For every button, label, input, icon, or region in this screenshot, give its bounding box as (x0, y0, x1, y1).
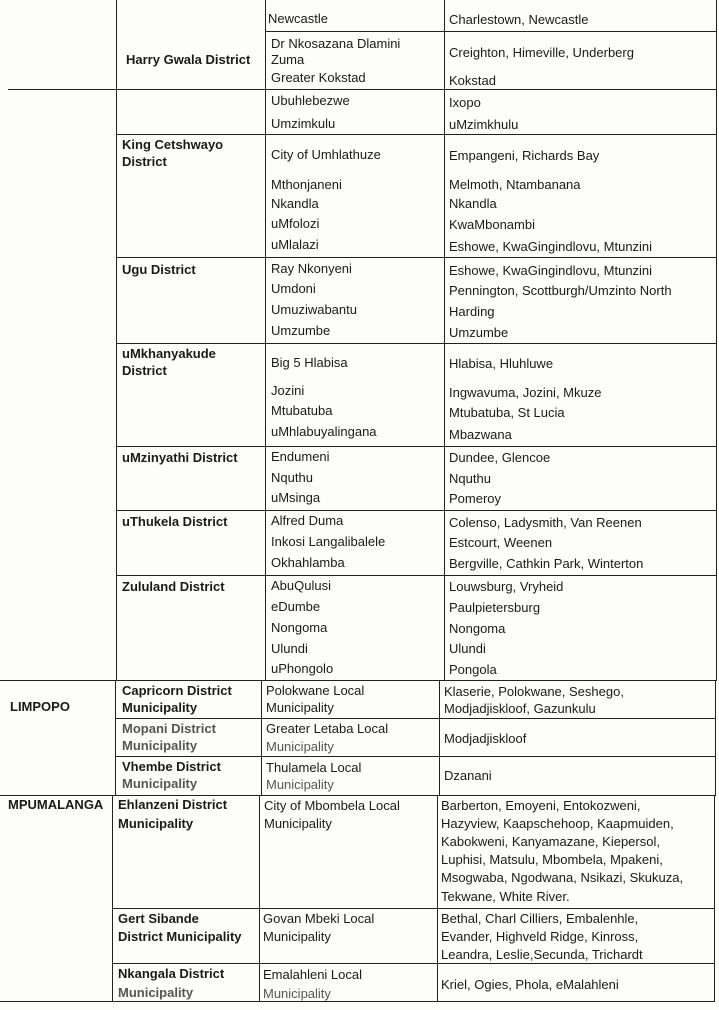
cell-text: Nkandla (271, 196, 319, 211)
cell-text: Bethal, Charl Cilliers, Embalenhle, (441, 911, 639, 926)
cell-text: Hlabisa, Hluhluwe (449, 356, 554, 371)
cell-text: Creighton, Himeville, Underberg (449, 45, 634, 60)
cell-text: Kriel, Ogies, Phola, eMalahleni (441, 977, 619, 992)
cell-text: Dr Nkosazana Dlamini (271, 36, 401, 51)
col-rule-2-lim (439, 680, 440, 795)
cell-text: uPhongolo (271, 661, 334, 676)
row-rule (265, 31, 717, 32)
cell-text: uMzimkhulu (449, 117, 519, 132)
row-rule (112, 908, 715, 909)
col-rule-1-mpu (259, 795, 260, 1001)
cell-text: uMkhanyakude (122, 346, 216, 361)
cell-text: Empangeni, Richards Bay (449, 148, 600, 163)
cell-text: Kokstad (449, 73, 496, 88)
cell-text: Ugu District (122, 262, 196, 277)
cell-text: Ulundi (449, 641, 486, 656)
row-rule-bottom (0, 1001, 715, 1002)
cell-text: Pongola (449, 662, 497, 677)
cell-text: Thulamela Local (266, 760, 362, 775)
row-rule-province (0, 680, 717, 681)
col-rule-right-mpu (714, 795, 715, 1001)
cell-text: Tekwane, White River. (441, 889, 570, 904)
row-rule (116, 134, 717, 135)
cell-text: Msogwaba, Ngodwana, Nsikazi, Skukuza, (441, 870, 684, 885)
row-rule (116, 575, 717, 576)
cell-text: Greater Letaba Local (266, 721, 389, 736)
cell-text: Municipality (266, 700, 334, 715)
cell-text: Bergville, Cathkin Park, Winterton (449, 556, 644, 571)
cell-text: Municipality (266, 777, 334, 792)
cell-text: Barberton, Emoyeni, Entokozweni, (441, 798, 641, 813)
cell-text: Vhembe District (122, 759, 221, 774)
cell-text: AbuQulusi (271, 578, 331, 593)
cell-text: uThukela District (122, 514, 228, 529)
cell-text: uMhlabuyalingana (271, 424, 377, 439)
cell-text: Harry Gwala District (126, 52, 251, 67)
col-rule-2-mpu (437, 795, 438, 1001)
cell-text: Mtubatuba (271, 403, 333, 418)
cell-text: Municipality (264, 816, 332, 831)
cell-text: Mbazwana (449, 427, 512, 442)
cell-text: King Cetshwayo (122, 137, 224, 152)
cell-text: Pennington, Scottburgh/Umzinto North (449, 283, 672, 298)
cell-text: Eshowe, KwaGingindlovu, Mtunzini (449, 239, 653, 254)
cell-text: District Municipality (118, 929, 242, 944)
cell-text: uMfolozi (271, 216, 320, 231)
cell-text: LIMPOPO (10, 699, 70, 714)
cell-text: Mthonjaneni (271, 177, 342, 192)
cell-text: Nongoma (271, 620, 328, 635)
cell-text: Jozini (271, 383, 305, 398)
cell-text: Eshowe, KwaGingindlovu, Mtunzini (449, 263, 653, 278)
cell-text: eDumbe (271, 599, 321, 614)
row-rule (115, 756, 716, 757)
cell-text: Ubuhlebezwe (271, 93, 350, 108)
cell-text: Nquthu (271, 470, 313, 485)
cell-text: Ulundi (271, 641, 308, 656)
cell-text: City of Mbombela Local (264, 798, 400, 813)
cell-text: Nkangala District (118, 966, 225, 981)
cell-text: Govan Mbeki Local (263, 911, 375, 926)
cell-text: Modjadjiskloof, Gazunkulu (444, 701, 596, 716)
cell-text: Colenso, Ladysmith, Van Reenen (449, 515, 642, 530)
cell-text: Municipality (118, 816, 194, 831)
cell-text: Melmoth, Ntambanana (449, 177, 581, 192)
cell-text: Nkandla (449, 196, 497, 211)
col-rule-1-lim (261, 680, 262, 795)
cell-text: Municipality (122, 738, 198, 753)
cell-text: Ray Nkonyeni (271, 261, 352, 276)
cell-text: Paulpietersburg (449, 600, 541, 615)
cell-text: Dundee, Glencoe (449, 450, 551, 465)
cell-text: Estcourt, Weenen (449, 535, 553, 550)
col-rule-right-lim (715, 680, 716, 795)
cell-text: Klaserie, Polokwane, Seshego, (444, 684, 624, 699)
cell-text: Inkosi Langalibalele (271, 534, 386, 549)
cell-text: Harding (449, 304, 495, 319)
cell-text: Umzumbe (271, 323, 331, 338)
cell-text: Louwsburg, Vryheid (449, 579, 564, 594)
col-rule-right (716, 0, 717, 680)
cell-text: Alfred Duma (271, 513, 344, 528)
row-rule (116, 343, 717, 344)
col-rule-1 (265, 0, 266, 680)
cell-text: Leandra, Leslie,Secunda, Trichardt (441, 947, 643, 962)
cell-text: Emalahleni Local (263, 967, 363, 982)
cell-text: Ehlanzeni District (118, 797, 228, 812)
cell-text: Nquthu (449, 471, 491, 486)
cell-text: Municipality (122, 776, 198, 791)
row-rule-province (0, 795, 716, 796)
row-rule (116, 89, 717, 90)
row-rule (112, 963, 715, 964)
cell-text: uMlalazi (271, 237, 319, 252)
col-rule-left-mpu (112, 795, 113, 1001)
cell-text: Umzimkulu (271, 116, 336, 131)
cell-text: Hazyview, Kaapschehoop, Kaapmuiden, (441, 816, 674, 831)
row-rule (115, 718, 716, 719)
row-rule (116, 510, 717, 511)
cell-text: Umdoni (271, 281, 316, 296)
cell-text: Zululand District (122, 579, 225, 594)
cell-text: Municipality (263, 986, 331, 1001)
row-rule-province (8, 89, 116, 90)
cell-text: Endumeni (271, 449, 330, 464)
cell-text: Evander, Highveld Ridge, Kinross, (441, 929, 639, 944)
cell-text: Mopani District (122, 721, 216, 736)
col-rule-left (116, 0, 117, 680)
cell-text: Big 5 Hlabisa (271, 355, 348, 370)
cell-text: Gert Sibande (118, 911, 199, 926)
cell-text: City of Umhlathuze (271, 147, 381, 162)
cell-text: Municipality (266, 739, 334, 754)
cell-text: uMzinyathi District (122, 450, 238, 465)
cell-text: Mtubatuba, St Lucia (449, 405, 565, 420)
cell-text: Okhahlamba (271, 555, 345, 570)
cell-text: Municipality (118, 985, 194, 1000)
row-rule (116, 446, 717, 447)
cell-text: Newcastle (268, 11, 328, 26)
cell-text: Municipality (263, 929, 331, 944)
cell-text: Dzanani (444, 768, 492, 783)
cell-text: Luphisi, Matsulu, Mbombela, Mpakeni, (441, 852, 663, 867)
cell-text: Pomeroy (449, 491, 502, 506)
cell-text: Umzumbe (449, 325, 509, 340)
cell-text: District (122, 154, 167, 169)
cell-text: District (122, 363, 167, 378)
cell-text: Kabokweni, Kanyamazane, Kiepersol, (441, 834, 660, 849)
cell-text: Ingwavuma, Jozini, Mkuze (449, 385, 602, 400)
cell-text: Modjadjiskloof (444, 731, 527, 746)
cell-text: Charlestown, Newcastle (449, 12, 589, 27)
cell-text: uMsinga (271, 490, 321, 505)
col-rule-left-lim (115, 680, 116, 795)
cell-text: Nongoma (449, 621, 506, 636)
cell-text: Capricorn District (122, 683, 232, 698)
cell-text: Polokwane Local (266, 683, 365, 698)
cell-text: Municipality (122, 700, 198, 715)
row-rule (116, 257, 717, 258)
cell-text: KwaMbonambi (449, 217, 535, 232)
cell-text: Umuziwabantu (271, 302, 357, 317)
cell-text: Ixopo (449, 95, 481, 110)
cell-text: Zuma (271, 52, 305, 67)
col-rule-2 (444, 0, 445, 680)
cell-text: Greater Kokstad (271, 70, 366, 85)
cell-text: MPUMALANGA (8, 797, 104, 812)
